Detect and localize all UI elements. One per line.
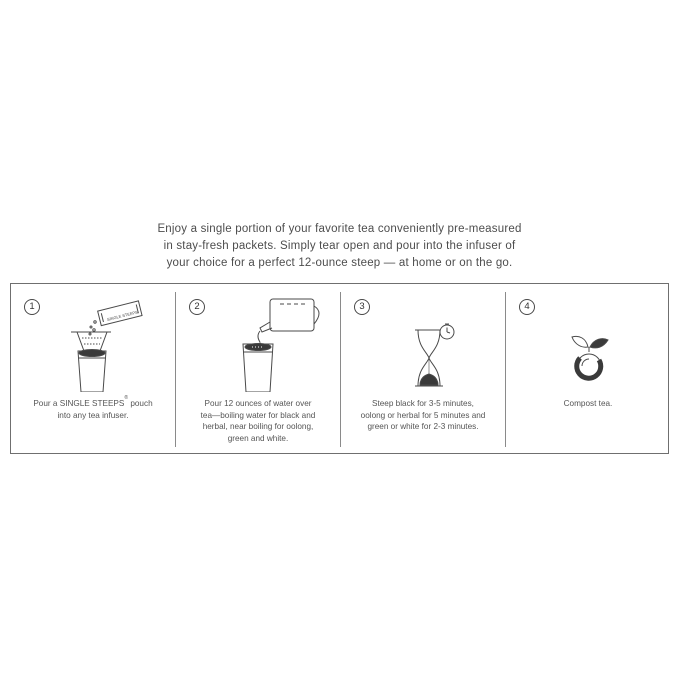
hourglass-timer-icon bbox=[341, 292, 505, 392]
step-3-caption-line-2: oolong or herbal for 5 minutes and bbox=[360, 410, 486, 420]
step-4 bbox=[506, 284, 670, 453]
step-1-caption-line-2: into any tea infuser. bbox=[57, 410, 129, 420]
pour-pouch-infuser-icon bbox=[11, 292, 175, 392]
step-2-caption-line-2: tea—boiling water for black and bbox=[200, 410, 316, 420]
step-3-caption-line-1: Steep black for 3-5 minutes, bbox=[372, 399, 474, 408]
kettle-pour-water-icon bbox=[176, 292, 340, 392]
step-1-caption bbox=[11, 395, 175, 421]
step-3-caption-line-3: green or white for 2-3 minutes. bbox=[367, 422, 479, 431]
step-3 bbox=[341, 284, 505, 453]
intro-line-3: your choice for a perfect 12-ounce steep — at home or on the go. bbox=[166, 257, 513, 269]
step-number-2: 2 bbox=[189, 299, 205, 315]
step-2-caption-line-1: Pour 12 ounces of water over bbox=[204, 399, 312, 408]
packet-label: SINGLE STEEPS bbox=[106, 309, 139, 322]
step-4-caption-line-1: Compost tea. bbox=[563, 399, 613, 408]
step-number-4: 4 bbox=[519, 299, 535, 315]
step-2-caption bbox=[176, 398, 340, 444]
compost-leaf-icon bbox=[506, 292, 670, 392]
step-2 bbox=[176, 284, 340, 453]
steps-panel bbox=[10, 283, 669, 454]
step-3-caption bbox=[341, 398, 505, 433]
step-2-caption-line-4: green and white. bbox=[227, 433, 289, 443]
step-number-3: 3 bbox=[354, 299, 370, 315]
step-number-1: 1 bbox=[24, 299, 40, 315]
step-1 bbox=[11, 284, 175, 453]
intro-line-2: in stay-fresh packets. Simply tear open and pour into the infuser of bbox=[163, 240, 516, 252]
step-2-caption-line-3: herbal, near boiling for oolong, bbox=[202, 422, 314, 431]
intro-text bbox=[0, 221, 679, 272]
step-4-caption bbox=[506, 398, 670, 410]
intro-line-1: Enjoy a single portion of your favorite tea conveniently pre-measured bbox=[157, 223, 522, 235]
step-1-caption-line-1: Pour a SINGLE STEEPS® pouch bbox=[33, 395, 153, 408]
